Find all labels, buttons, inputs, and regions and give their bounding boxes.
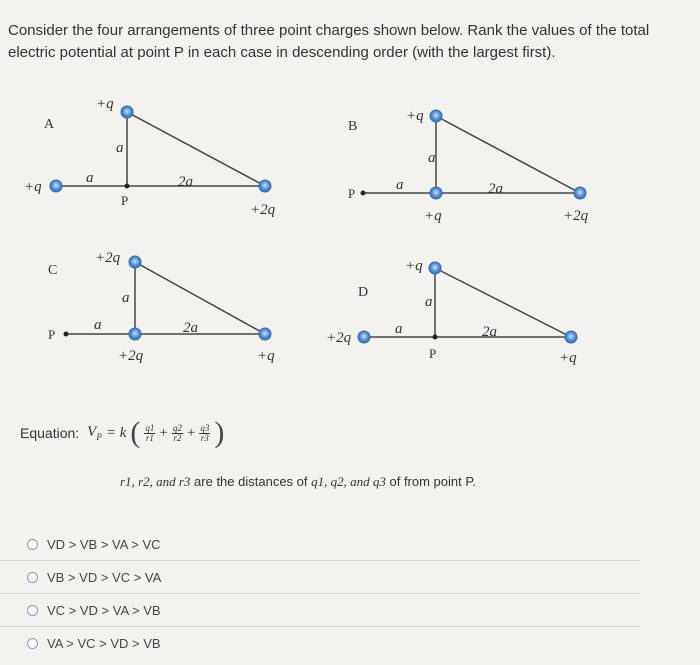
A-horiz-dist: a — [86, 170, 94, 186]
plus-1: + — [159, 424, 168, 441]
option-3[interactable] — [0, 594, 640, 627]
B-point-label: P — [348, 186, 356, 201]
point-P-B — [361, 191, 366, 196]
A-diag-dist: 2a — [178, 174, 193, 190]
C-vert-dist: a — [122, 290, 130, 306]
A-right-charge: +2q — [250, 202, 276, 218]
charge-A-right — [259, 180, 271, 192]
charge-B-top — [430, 110, 442, 122]
option-2-label: VB > VD > VC > VA — [47, 569, 162, 585]
fraction-1: $\frac{q1}{r1}$ — [145, 422, 155, 443]
left-paren: ( — [130, 416, 141, 449]
charge-D-top — [429, 262, 441, 274]
option-4[interactable] — [0, 627, 640, 659]
B-vert-dist: a — [428, 150, 436, 166]
B-top-charge: +q — [406, 108, 424, 124]
C-point-label: P — [48, 327, 56, 342]
C-top-charge: +2q — [95, 250, 121, 266]
radio-button-4[interactable] — [27, 638, 38, 649]
option-4-label: VA > VC > VD > VB — [47, 635, 161, 651]
charge-C-bottom — [129, 328, 141, 340]
point-P-C — [64, 332, 69, 337]
note-text-1: are the distances of — [190, 474, 312, 489]
D-point-label: P — [429, 346, 437, 361]
equation-lhs: $V_P$ — [87, 424, 102, 442]
option-3-label: VC > VD > VA > VB — [47, 602, 161, 618]
equation-eq: = k — [105, 424, 127, 441]
point-P-A — [125, 184, 130, 189]
D-top-charge: +q — [405, 258, 423, 274]
radio-button-2[interactable] — [27, 572, 38, 583]
note-r-vars: r1, r2, and r3 — [120, 474, 191, 489]
C-right-charge: +q — [257, 348, 275, 364]
charge-B-right — [574, 187, 586, 199]
equation-formula — [87, 418, 224, 448]
note-text-2: of from point P. — [385, 474, 476, 489]
distance-note — [120, 474, 476, 490]
charge-B-bottom — [430, 187, 442, 199]
point-P-D — [433, 335, 438, 340]
C-bottom-charge: +2q — [118, 348, 144, 364]
B-bottom-charge: +q — [424, 208, 442, 224]
label-A: A — [44, 117, 55, 132]
D-left-charge: +2q — [326, 330, 352, 346]
B-right-charge: +2q — [563, 208, 589, 224]
C-diag-dist: 2a — [183, 320, 198, 336]
charge-D-left — [358, 331, 370, 343]
B-horiz-dist: a — [396, 177, 404, 193]
prompt-line-1: Consider the four arrangements of three point charges shown below. Rank the values of the total — [8, 22, 650, 39]
D-vert-dist: a — [425, 294, 433, 310]
A-vert-dist: a — [116, 140, 124, 156]
A-left-charge: +q — [24, 179, 42, 195]
charge-A-top — [121, 106, 133, 118]
A-point-label: P — [121, 193, 129, 208]
radio-button-3[interactable] — [27, 605, 38, 616]
charge-C-right — [259, 328, 271, 340]
fraction-2: $\frac{q2}{r2}$ — [172, 422, 182, 443]
option-1-label: VD > VB > VA > VC — [47, 536, 161, 552]
A-top-charge: +q — [96, 96, 114, 112]
charge-A-left — [50, 180, 62, 192]
label-B: B — [348, 119, 358, 134]
note-q-vars: q1, q2, and q3 — [311, 474, 386, 489]
answer-options — [0, 528, 640, 659]
D-diag-dist: 2a — [482, 324, 497, 340]
label-D: D — [358, 285, 369, 300]
equation-label: Equation: — [20, 425, 80, 441]
prompt-line-2: electric potential at point P in each case in descending order (with the largest first). — [8, 44, 556, 61]
equation — [20, 418, 224, 448]
charge-C-top — [129, 256, 141, 268]
C-horiz-dist: a — [94, 317, 102, 333]
B-diag-dist: 2a — [488, 181, 503, 197]
charge-D-right — [565, 331, 577, 343]
radio-button-1[interactable] — [27, 539, 38, 550]
D-horiz-dist: a — [395, 321, 403, 337]
label-C: C — [48, 263, 58, 278]
option-2[interactable] — [0, 561, 640, 594]
fraction-3: $\frac{q3}{r3}$ — [200, 422, 210, 443]
option-1[interactable] — [0, 528, 640, 561]
D-right-charge: +q — [559, 350, 577, 366]
plus-2: + — [186, 424, 196, 441]
right-paren: ) — [214, 416, 225, 449]
